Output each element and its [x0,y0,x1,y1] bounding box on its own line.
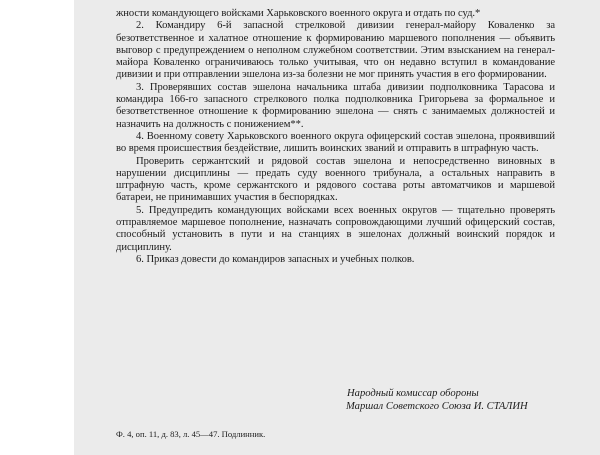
paragraph-item-6: 6. Приказ довести до командиров запасных и учебных полков. [136,253,415,265]
signature-title: Народный комиссар обороны [347,388,479,399]
paragraph-item-4-continued: Проверить сержантский и рядовой состав эшелона и непосредственно виновных в нарушении дисциплины — предать суду военного трибунала, а остальных направить в штрафную часть, кроме сержантского и рядового состава роты автоматчиков и маршевой батареи, не принимавших участия в беспорядках. [116,155,555,204]
signature-name: Маршал Советского Союза И. СТАЛИН [346,401,528,412]
paragraph-item-5: 5. Предупредить командующих войсками всех военных округов — тщательно проверять отправляемое маршевое пополнение, назначать сопровождающими лучший офицерский состав, способный установить в пути и на станциях в эшелонах должный воинский порядок и дисциплину. [116,204,555,253]
document-body [116,8,555,266]
paragraph-item-4: 4. Военному совету Харьковского военного округа офицерский состав эшелона, проявивший во время происшествия бездействие, лишить воинских званий и отправить в штрафную часть. [116,130,555,155]
paragraph-item-3: 3. Проверявших состав эшелона начальника штаба дивизии подполковника Тарасова и командира 166-го запасного стрелкового полка подполковника Григорьева за формальное и безответственное отношение к формированию эшелона — снять с занимаемых должностей и назначить на должность с понижением**. [116,81,555,130]
document-page [74,0,600,455]
signature-block [346,387,596,413]
paragraph-continuation: жности командующего войсками Харьковского военного округа и отдать по суд.* [116,8,481,19]
archival-source-note: Ф. 4, оп. 11, д. 83, л. 45—47. Подлинник. [116,429,266,439]
paragraph-item-2: 2. Командиру 6-й запасной стрелковой дивизии генерал-майору Коваленко за безответственное и халатное отношение к формированию маршевого пополнения — объявить выговор с предупреждением о неполном служебном соответствии. Этим взысканием на генерал-майора Коваленко ограничиваюсь только учитывая, что он недавно вступил в командование дивизии и при отправлении эшелона из-за болезни не мог принять участия в его формировании. [116,20,555,81]
